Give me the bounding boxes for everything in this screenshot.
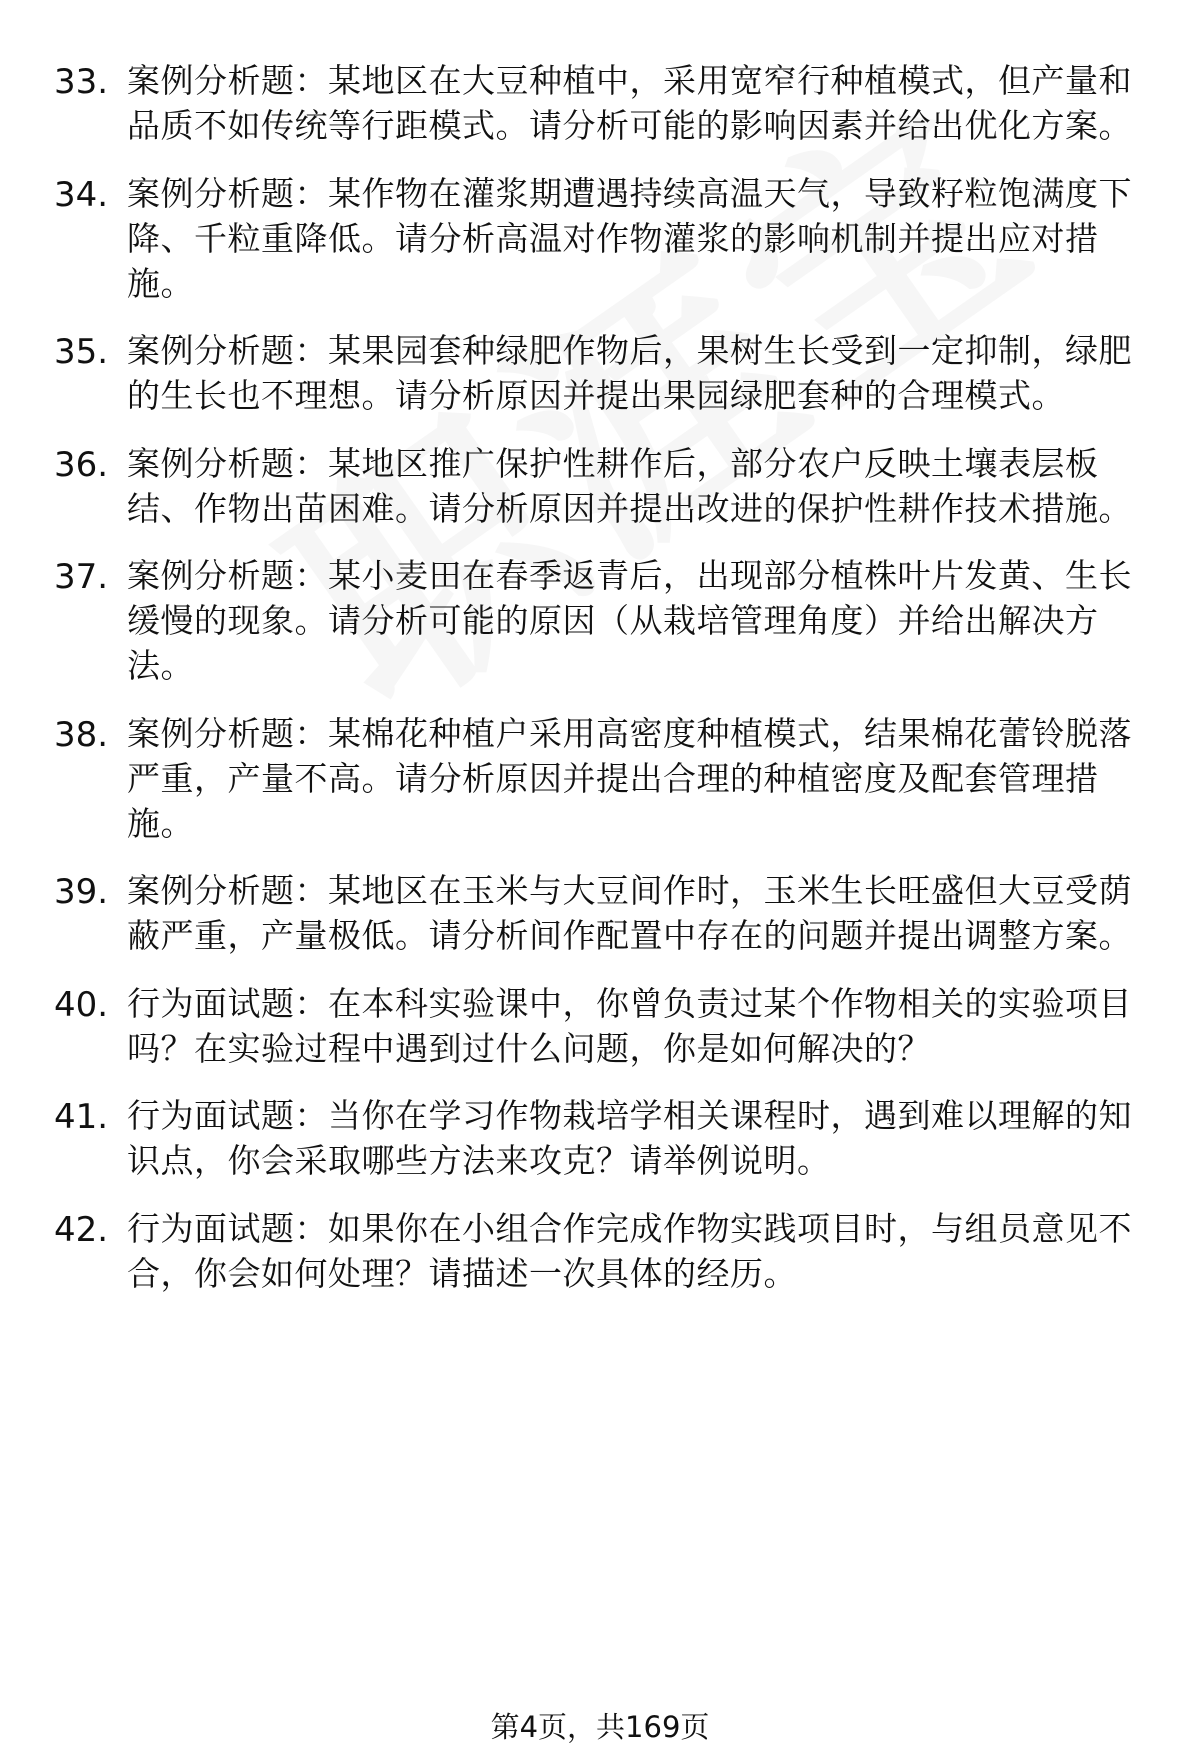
question-number: 41.	[54, 1097, 109, 1137]
question-number: 33.	[54, 62, 109, 102]
question-item	[0, 553, 1200, 688]
question-list	[0, 58, 1200, 1318]
question-item	[0, 328, 1200, 418]
question-item	[0, 171, 1200, 306]
question-text: 行为面试题：如果你在小组合作完成作物实践项目时，与组员意见不合，你会如何处理？请描述一次具体的经历。	[127, 1208, 1132, 1293]
question-item	[0, 711, 1200, 846]
question-number: 38.	[54, 714, 109, 755]
question-text: 案例分析题：某果园套种绿肥作物后，果树生长受到一定抑制，绿肥的生长也不理想。请分析原因并提出果园绿肥套种的合理模式。	[127, 331, 1132, 415]
page-footer: 第4页，共169页	[490, 1710, 710, 1744]
question-item	[0, 58, 1200, 148]
question-text: 案例分析题：某地区在大豆种植中，采用宽窄行种植模式，但产量和品质不如传统等行距模式。请分析可能的影响因素并给出优化方案。	[127, 61, 1132, 145]
question-text: 行为面试题：当你在学习作物栽培学相关课程时，遇到难以理解的知识点，你会采取哪些方法来攻克？请举例说明。	[127, 1096, 1132, 1180]
question-text: 案例分析题：某作物在灌浆期遭遇持续高温天气，导致籽粒饱满度下降、千粒重降低。请分析高温对作物灌浆的影响机制并提出应对措施。	[127, 173, 1132, 303]
question-item	[0, 1206, 1200, 1296]
question-number: 37.	[54, 557, 109, 597]
question-text: 案例分析题：某小麦田在春季返青后，出现部分植株叶片发黄、生长缓慢的现象。请分析可能的原因（从栽培管理角度）并给出解决方法。	[127, 556, 1132, 685]
question-number: 40.	[54, 984, 109, 1025]
question-text: 案例分析题：某地区在玉米与大豆间作时，玉米生长旺盛但大豆受荫蔽严重，产量极低。请分析间作配置中存在的问题并提出调整方案。	[127, 871, 1132, 955]
question-item	[0, 981, 1200, 1071]
question-item	[0, 868, 1200, 958]
question-number: 36.	[54, 444, 109, 485]
question-text: 案例分析题：某棉花种植户采用高密度种植模式，结果棉花蕾铃脱落严重，产量不高。请分析原因并提出合理的种植密度及配套管理措施。	[127, 713, 1132, 843]
question-number: 35.	[54, 332, 109, 372]
question-item	[0, 1093, 1200, 1183]
question-number: 39.	[54, 872, 109, 912]
question-text: 行为面试题：在本科实验课中，你曾负责过某个作物相关的实验项目吗？在实验过程中遇到过什么问题，你是如何解决的？	[127, 983, 1132, 1068]
question-text: 案例分析题：某地区推广保护性耕作后，部分农户反映土壤表层板结、作物出苗困难。请分析原因并提出改进的保护性耕作技术措施。	[127, 443, 1132, 528]
question-number: 42.	[54, 1209, 109, 1250]
question-number: 34.	[54, 174, 109, 215]
question-item	[0, 441, 1200, 531]
